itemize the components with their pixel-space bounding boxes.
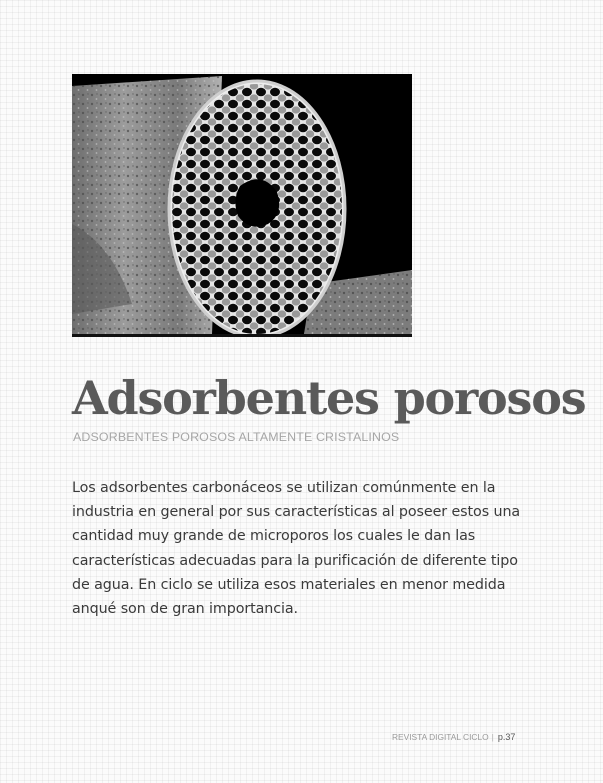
article-subtitle: ADSORBENTES POROSOS ALTAMENTE CRISTALINOS [73,430,400,444]
article-title: Adsorbentes porosos [72,371,586,425]
page-number: p.37 [497,732,516,742]
footer-separator: | [491,732,494,742]
magazine-name: REVISTA DIGITAL CICLO [392,732,489,742]
micrograph-icon [72,74,412,334]
article-body: Los adsorbentes carbonáceos se utilizan comúnmente en la industria en general por sus características al poseer estos una cantidad muy grande de microporos los cuales le dan las características adecuadas para la purificación de diferente tipo de agua. En ciclo se utiliza esos materiales en menor medida anqué son de gran importancia. [72,480,521,618]
porous-adsorbent-micrograph [72,74,412,337]
page-footer [392,731,515,743]
